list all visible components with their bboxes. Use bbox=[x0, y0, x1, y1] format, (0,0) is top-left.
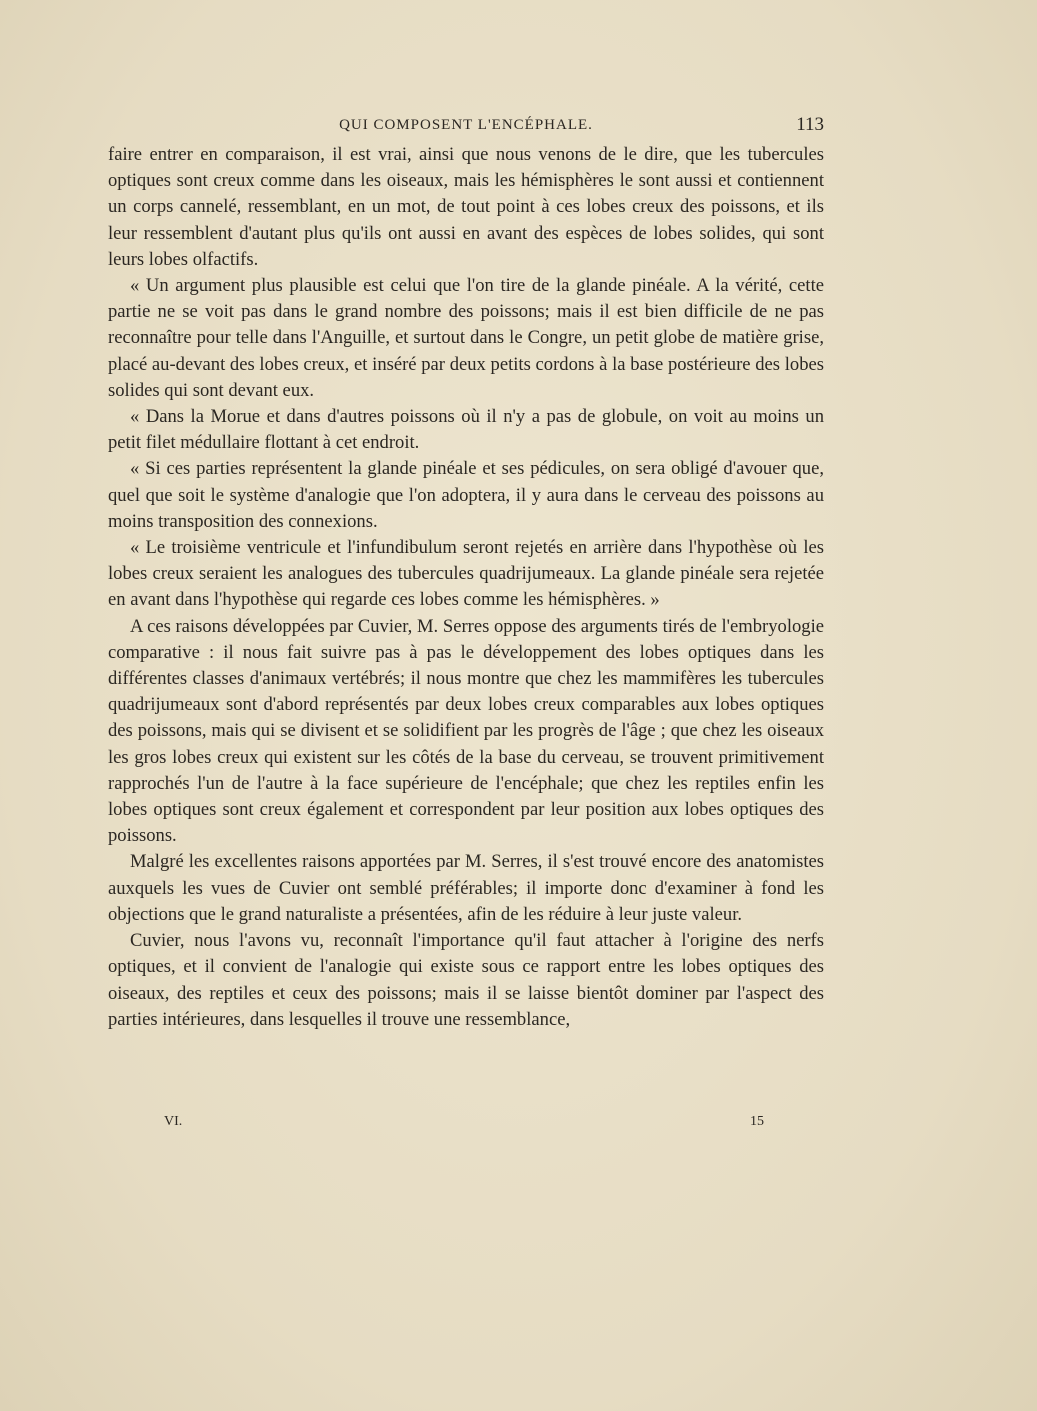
sheet-signature: 15 bbox=[750, 1114, 764, 1129]
volume-signature: VI. bbox=[164, 1114, 183, 1129]
running-head bbox=[108, 114, 824, 138]
paragraph: Malgré les excellentes raisons apportées par M. Serres, il s'est trouvé encore des anatomistes auxquels les vues de Cuvier ont semblé préférables; il importe donc d'examiner à fond les objections que le grand naturaliste a présentées, afin de les réduire à leur juste valeur. bbox=[108, 851, 824, 925]
paragraph: « Si ces parties représentent la glande pinéale et ses pédicules, on sera obligé d'avouer que, quel que soit le système d'analogie que l'on adoptera, il y aura dans le cerveau des poissons au moins transposition des connexions. bbox=[108, 458, 824, 532]
signature-line bbox=[108, 1114, 824, 1136]
page-number: 113 bbox=[796, 114, 824, 135]
paragraph: « Un argument plus plausible est celui que l'on tire de la glande pinéale. A la vérité, cette partie ne se voit pas dans le grand nombre des poissons; mais il est bien difficile de ne pas reconnaître pour telle dans l'Anguille, et surtout dans le Congre, un petit globe de matière grise, placé au-devant des lobes creux, et inséré par deux petits cordons à la base postérieure des lobes solides qui sont devant eux. bbox=[108, 275, 824, 401]
body-text bbox=[108, 142, 824, 1033]
paragraph: « Dans la Morue et dans d'autres poissons où il n'y a pas de globule, on voit au moins un petit filet médullaire flottant à cet endroit. bbox=[108, 406, 824, 454]
paragraph: Cuvier, nous l'avons vu, reconnaît l'importance qu'il faut attacher à l'origine des nerfs optiques, et il convient de l'analogie qui existe sous ce rapport entre les lobes optiques des oiseaux, des reptiles et ceux des poissons; mais il se laisse bientôt dominer par l'aspect des parties intérieures, dans lesquelles il trouve une ressemblance, bbox=[108, 930, 824, 1030]
running-title: QUI COMPOSENT L'ENCÉPHALE. bbox=[339, 117, 593, 133]
paragraph: A ces raisons développées par Cuvier, M. Serres oppose des arguments tirés de l'embryologie comparative : il nous fait suivre pas à pas le développement des lobes optiques dans les différentes classes d'animaux vertébrés; il nous montre que chez les mammifères les tubercules quadrijumeaux sont d'abord représentés par deux lobes creux comparables aux lobes optiques des poissons, mais qui se divisent et se solidifient par les progrès de l'âge ; que chez les oiseaux les gros lobes creux qui existent sur les côtés de la base du cerveau, se trouvent primitivement rapprochés l'un de l'autre à la face supérieure de l'encéphale; que chez les reptiles enfin les lobes optiques sont creux également et correspondent par leur position aux lobes optiques des poissons. bbox=[108, 615, 824, 847]
paragraph: faire entrer en comparaison, il est vrai, ainsi que nous venons de le dire, que les tubercules optiques sont creux comme dans les oiseaux, mais les hémisphères le sont aussi et contiennent un corps cannelé, ressemblant, en un mot, de tout point à ces lobes creux des poissons, et ils leur ressemblent d'autant plus qu'ils ont aussi en avant des espèces de lobes solides, qui sont leurs lobes olfactifs. bbox=[108, 144, 824, 270]
paragraph: « Le troisième ventricule et l'infundibulum seront rejetés en arrière dans l'hypothèse où les lobes creux seraient les analogues des tubercules quadrijumeaux. La glande pinéale sera rejetée en avant dans l'hypothèse qui regarde ces lobes comme les hémisphères. » bbox=[108, 537, 824, 611]
